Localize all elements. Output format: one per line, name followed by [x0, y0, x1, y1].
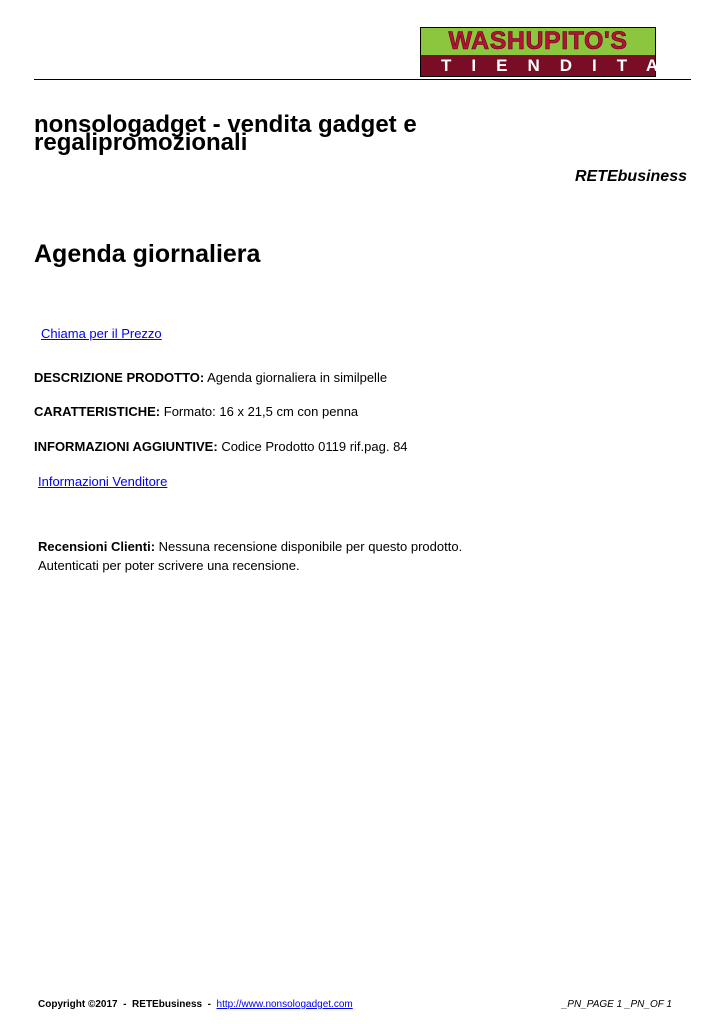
characteristics-value: Formato: 16 x 21,5 cm con penna: [163, 404, 359, 419]
description-field: [34, 370, 387, 385]
logo-bottom-text: TIENDITA: [421, 55, 655, 76]
reviews-label: Recensioni Clienti:: [38, 539, 156, 554]
brand-name: RETEbusiness: [574, 168, 687, 185]
description-label: DESCRIZIONE PRODOTTO:: [34, 370, 205, 385]
description-value: Agenda giornaliera in similpelle: [207, 370, 388, 385]
characteristics-label: CARATTERISTICHE:: [34, 404, 161, 419]
additional-info-field: [34, 439, 408, 454]
footer-url-link[interactable]: http://www.nonsologadget.com: [216, 999, 353, 1010]
store-logo: [420, 27, 679, 77]
page-indicator: _PN_PAGE 1 _PN_OF 1: [561, 999, 672, 1010]
logo-top-text: WASHUPITO'S: [421, 28, 655, 55]
price-link[interactable]: Chiama per il Prezzo: [41, 326, 162, 341]
additional-info-value: Codice Prodotto 0119 rif.pag. 84: [221, 439, 408, 454]
copyright-text: Copyright ©2017 - RETEbusiness -: [38, 999, 214, 1010]
footer-copyright: [38, 999, 353, 1010]
product-title: Agenda giornaliera: [34, 240, 261, 268]
characteristics-field: [34, 404, 358, 419]
reviews-section: [38, 537, 462, 575]
seller-info-link[interactable]: Informazioni Venditore: [38, 474, 168, 489]
header-divider: [34, 79, 691, 80]
reviews-text: Nessuna recensione disponibile per questo prodotto.: [158, 539, 463, 554]
additional-info-label: INFORMAZIONI AGGIUNTIVE:: [34, 439, 218, 454]
document-title: nonsologadget - vendita gadget e regalipromozionali: [34, 111, 417, 156]
reviews-login-text: Autenticati per poter scrivere una recensione.: [38, 558, 300, 573]
